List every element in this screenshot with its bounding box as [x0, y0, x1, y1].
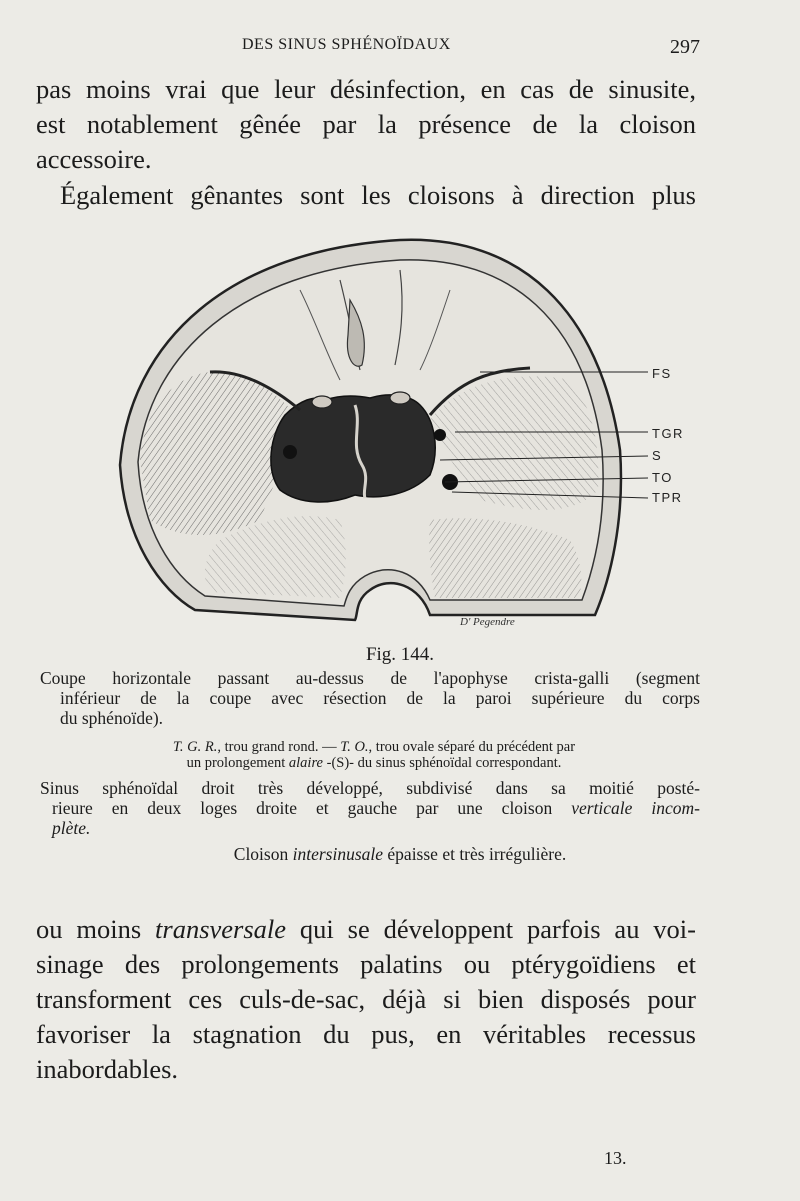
text-line: est notablement gênée par la présence de la cloison: [36, 109, 696, 139]
text-line: pas moins vrai que leur désinfection, en cas de sinusite,: [36, 74, 696, 104]
text-line: favoriser la stagnation du pus, en véritables recessus: [36, 1019, 696, 1049]
page-number: 297: [670, 36, 700, 58]
anatomical-illustration: [100, 220, 710, 640]
caption-line: du sphénoïde).: [60, 708, 164, 728]
figure-number: Fig. 144.: [365, 644, 435, 665]
text-line: sinage des prolongements palatins ou ptérygoïdiens et: [36, 949, 696, 979]
figure-description: [40, 778, 700, 838]
paragraph-3: [36, 912, 696, 1087]
description-italic: verticale incom-: [571, 798, 700, 818]
legend-text: -(S)- du sinus sphénoïdal correspondant.: [323, 755, 562, 771]
description-line: [40, 798, 700, 818]
legend-abbr-to: T. O.: [340, 739, 369, 755]
legend-text: , trou ovale séparé du précédent par: [368, 739, 576, 755]
description-line: plète.: [52, 818, 91, 838]
description-text: épaisse et très irrégulière.: [383, 844, 567, 864]
description-text: Cloison: [233, 844, 293, 864]
caption-line: inférieur de la coupe avec résection de la paroi supérieure du corps: [60, 688, 700, 708]
description-italic: intersinusale: [292, 844, 384, 864]
paragraph-1: [36, 72, 696, 177]
label-to: TO: [652, 470, 673, 485]
description-text: rieure en deux loges droite et gauche par une cloison: [52, 798, 572, 818]
legend-line: [74, 739, 674, 755]
text-segment: qui se développent parfois au voi-: [286, 914, 696, 944]
text-segment: ou moins: [36, 914, 156, 944]
label-fs: FS: [652, 366, 672, 381]
description-line: Sinus sphénoïdal droit très développé, subdivisé dans sa moitié posté-: [40, 778, 700, 798]
text-line: accessoire.: [36, 144, 152, 174]
running-title: DES SINUS SPHÉNOÏDAUX: [242, 36, 451, 53]
text-line: inabordables.: [36, 1054, 179, 1084]
legend-line: [74, 755, 674, 771]
text-line: [36, 912, 696, 947]
paragraph-2: [36, 178, 696, 213]
label-s: S: [652, 448, 663, 463]
text-line: transforment ces culs-de-sac, déjà si bien disposés pour: [36, 984, 696, 1014]
figure-legend: [74, 739, 674, 771]
figure-caption: [40, 668, 700, 728]
legend-text: , trou grand rond. —: [217, 739, 341, 755]
artist-signature: D' Pegendre: [460, 616, 515, 628]
legend-abbr-tgr: T. G. R.: [172, 739, 218, 755]
legend-italic: alaire: [288, 755, 323, 771]
text-italic: transversale: [155, 914, 287, 944]
label-tpr: TPR: [652, 490, 683, 505]
signature-mark: 13.: [604, 1148, 627, 1168]
description-line-center: [0, 844, 800, 865]
label-tgr: TGR: [652, 426, 684, 441]
legend-text: un prolongement: [186, 755, 289, 771]
caption-line: Coupe horizontale passant au-dessus de l'apophyse crista-galli (segment: [40, 668, 700, 688]
text-line: Également gênantes sont les cloisons à direction plus: [60, 180, 696, 210]
